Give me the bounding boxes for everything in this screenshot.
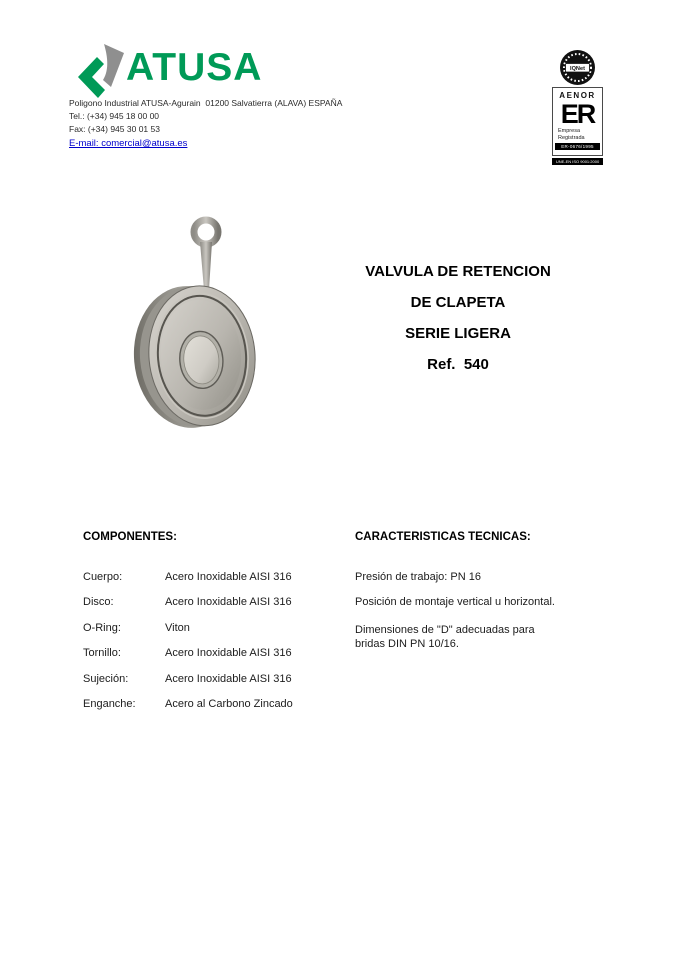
aenor-label: AENOR <box>559 91 596 100</box>
component-row <box>83 596 313 609</box>
technical-heading: CARACTERISTICAS TECNICAS: <box>355 531 531 543</box>
valve-eyelet <box>194 220 218 290</box>
component-row <box>83 673 313 686</box>
technical-item-pressure: Presión de trabajo: PN 16 <box>355 571 481 583</box>
product-title-line3: SERIE LIGERA <box>405 325 511 342</box>
component-label: Sujeción: <box>83 672 129 685</box>
technical-section <box>355 531 635 651</box>
component-label: Cuerpo: <box>83 571 123 583</box>
component-value: Viton <box>165 621 190 634</box>
product-ref: Ref. 540 <box>427 356 489 373</box>
technical-item-dimensions: Dimensiones de "D" adecuadas para bridas DIN PN 10/16. <box>355 624 535 650</box>
company-fax: Fax: (+34) 945 30 01 53 <box>69 124 160 134</box>
aenor-certification-badge <box>552 87 603 156</box>
product-title-line2: DE CLAPETA <box>410 294 506 311</box>
empresa-registrada-label: Empresa Registrada <box>558 128 585 141</box>
product-title-line1: VALVULA DE RETENCION <box>365 263 551 280</box>
iqnet-certification-icon <box>559 49 596 86</box>
component-label: Tornillo: <box>83 647 121 660</box>
component-value: Acero Inoxidable AISI 316 <box>165 571 292 583</box>
component-label: Disco: <box>83 596 114 609</box>
iso-standard-bar: UNE-EN ISO 9001:2000 <box>552 158 603 165</box>
component-row <box>83 647 313 660</box>
valve-disc <box>128 280 261 432</box>
component-row <box>83 571 313 584</box>
cert-number-bar: ER-0676/1995 <box>555 143 600 150</box>
component-label: O-Ring: <box>83 621 121 634</box>
atusa-diamond-icon <box>76 44 126 98</box>
components-section <box>83 531 313 723</box>
component-row <box>83 698 313 711</box>
technical-item-mounting: Posición de montaje vertical u horizontal. <box>355 596 555 608</box>
component-value: Acero al Carbono Zincado <box>165 697 293 710</box>
component-row <box>83 622 313 635</box>
component-value: Acero Inoxidable AISI 316 <box>165 672 292 685</box>
er-monogram: ER <box>560 99 595 129</box>
components-heading: COMPONENTES: <box>83 531 177 543</box>
email-link[interactable]: E-mail: comercial@atusa.es <box>69 138 188 149</box>
iqnet-label: IQNet <box>570 65 585 72</box>
valve-photo <box>128 198 303 438</box>
product-title <box>338 256 578 380</box>
company-address: Poligono Industrial ATUSA-Agurain 01200 Salvatierra (ALAVA) ESPAÑA <box>69 98 343 108</box>
company-tel: Tel.: (+34) 945 18 00 00 <box>69 111 160 121</box>
component-label: Enganche: <box>83 697 136 710</box>
component-value: Acero Inoxidable AISI 316 <box>165 647 292 660</box>
brand-wordmark: ATUSA <box>126 46 263 89</box>
component-value: Acero Inoxidable AISI 316 <box>165 596 292 609</box>
